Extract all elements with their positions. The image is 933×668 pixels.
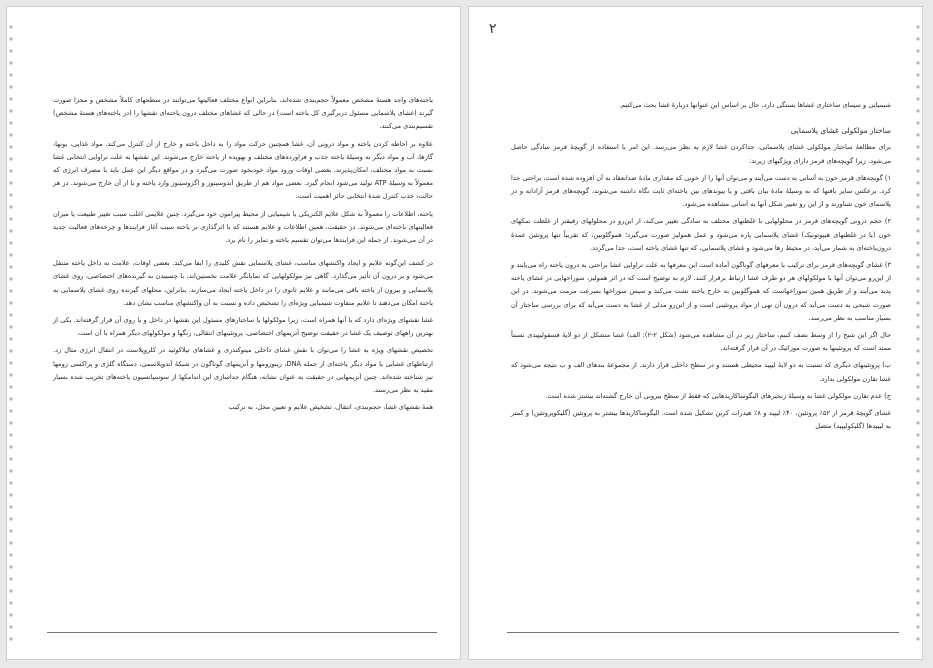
left-page [6, 6, 461, 660]
paragraph: ۱) گویچه‌های قرمز خون به آسانی به دست می‌آیند و می‌توان آنها را از خونی که مقداری مادهٔ ضدانعقاد به آن افزوده شده است، براحتی جدا کرد. برعکس سایر بافتها که به وسیلهٔ مادهٔ بیان باقتی و یا پیوندهای بین یاخته‌ای ثابت نگاه داشته می‌شوند، گویچه‌های قرمز آزادانه و در پلاسمای خون شناورند و از این رو تغییر شکل آنها به آسانی مشاهده می‌شود. [510, 173, 891, 209]
paragraph: یاخته، اطلاعات را معمولاً به شکل علایم الکتریکی یا شیمیایی از محیط پیرامون خود می‌گیرد. چنین علایمی اغلب سبب تغییر طبیعت یا میزان فعالیتهای یاخته‌ای می‌شوند. در حقیقت، همین اطلاعات و علایم هستند که با اثرگذاری بر یاخته سبب آغاز فرایندها و چرخه‌های فعالیت جدید در آن می‌شوند. از جمله این فرایندها می‌توان تقسیم یاخته و تمایز را نام برد. [53, 209, 433, 245]
paragraph: همهٔ نقشهای غشا، حجم‌بندی، انتقال، تشخیص علایم و تعیین محل، به ترکیب [228, 403, 433, 412]
section-heading: ساختار مولکولی غشای پلاسمایی [790, 126, 891, 136]
paragraph: غشای گویچهٔ قرمز از ۵۲٪ پروتئین، ۴۰٪ لیپید و ۸٪ هیدرات کربن تشکیل شده است. الیگوساکاریدها بیشتر به پروتئین (گلیکوپروتئین) و کمتر به لیپیدها (گلیکولیپید) متصل [511, 409, 891, 431]
binding-holes [914, 21, 922, 645]
paragraph: ب) پروتئینهای دیگری که نسبت به دو لایهٔ لیپید محیطی هستند و در سطح داخلی قرار دارند. از مجموعهٔ بندهای الف و ب نتیجه می‌شود که غشا تقارن مولکولی ندارد. [511, 361, 891, 383]
paragraph: حال اگر این شبح را از وسط نصف کنیم، ساختار زیر در آن مشاهده می‌شود (شکل ۲-۲): الف) غشا متشکل از دو لایهٔ فسفولیپیدی نسبتاً ممتد است که پروتئینها به صورت موزائیک در آن قرار گرفته‌اند. [511, 331, 891, 353]
footer-rule [507, 632, 899, 633]
left-page-body [53, 94, 433, 418]
paragraph: ۲) حجم درونی گویچه‌های قرمز در محلولهایی با غلظتهای مختلف به سادگی تغییر می‌کند، از این‌رو در محلولهای رقیقتر از غلظت نمکهای خون (یا در غلظتهای هیپوتونیک) غشای پلاسمایی پاره می‌شود و عمل همولیز صورت می‌گیرد؛ هموگلوبین، که تقریباً تنها پروتئین عمدهٔ درون‌یاخته‌ای به شمار می‌آید، در محیط رها می‌شود و غشای پلاسمایی، که تنها غشای یاخته است، جدا می‌گردد. [511, 217, 891, 252]
paragraph: یاخته‌های واجد هستهٔ مشخص معمولاً حجم‌بندی شده‌اند، بنابراین انواع مختلف فعالیتها می‌توانند در سطحهای کاملاً مشخص و مجزا صورت گیرند (غشای پلاسمایی مسئول دربرگیری کل یاخته است) در حالی که غشاهای مختلف درون یاخته‌ای نقشها را (در یاخته‌های هستهٔ مشخص) تقسیم‌بندی می‌کنند. [53, 96, 433, 131]
paragraph: شیمیایی و سیمای ساختاری غشاها بستگی دارد. حال بر اساس این عنوانها دربارهٔ غشا بحث می‌کنیم. [618, 101, 891, 109]
paragraph: برای مطالعهٔ ساختار مولکولی غشای پلاسمایی، جداکردن غشا لازم به نظر می‌رسد. این امر با استفاده از گویچهٔ قرمز سادگی حاصل می‌شود، زیرا گویچه‌های قرمز دارای ویژگیهای زیرند: [511, 143, 891, 165]
paragraph: علاوه بر احاطه کردن یاخته و مواد درونی آن، غشا همچنین حرکت مواد را به داخل یاخته و خارج از آن کنترل می‌کند. مواد غذایی، یونها، گازها، آب و مواد دیگر به وسیلهٔ یاخته جذب و فراورده‌های مختلف و بهویده از یاخته خارج می‌شوند. این نقشها به علت تراوایی انتخابی غشا نسبت به مواد مختلف، امکان‌پذیرند. بعضی اوقات ورود مواد خودبخود صورت می‌گیرد و در مواقع دیگر این عمل باید با مصرف انرژی که معمولاً به وسیلهٔ ATP تولید می‌شود انجام گیرد. بعضی مواد هم از طریق آندوسیتوز و اگزوسیتوز وارد یاخته و یا از آن خارج می‌شوند. در هر حالت، جذب کنترل شدهٔ انتخابی حائز اهمیت است. [53, 139, 433, 201]
right-page [468, 6, 923, 660]
paragraph: غشا نقشهای ویژه‌ای دارد که با آنها همراه است، زیرا مولکولها یا ساختارهای مسئول این نقشها در داخل و یا روی آن قرار گرفته‌اند. یکی از بهترین راههای توصیف یک غشا در حقیقت توضیح آنزیمهای اختصاصی، پروتئینهای انتقالی، رنگها و مولکولهای دیگر همراه با آن است. [53, 316, 433, 338]
right-page-body [511, 99, 891, 437]
footer-rule [47, 632, 437, 633]
paragraph: در کشف این‌گونه علایم و ایجاد واکنشهای مناسب، غشای پلاسمایی نقش کلیدی را ایفا می‌کند. بعضی اوقات، علامت به داخل یاخته منتقل می‌شود و بر درون آن تأثیر می‌گذارد. گاهی نیز مولکولهایی که نمایانگر علامت نخستین‌اند، با چسبیدن به گیرنده‌های اختصاصی، روی غشای پلاسمایی و بیرون از یاخته باقی می‌مانند و علایم ثانوی را در داخل یاخته ایجاد می‌سازند. بنابراین، محلهای گیرنده روی غشای پلاسمایی به یاخته امکان می‌دهند تا علایم متفاوت شیمیایی ویژه‌ای را تشخیص داده و نسبت به آن واکنشهای مناسب نشان دهد. [53, 259, 433, 307]
paragraph: تخصیص نقشهای ویژه به غشا را می‌توان با نقش غشای داخلی میتوکندری و غشاهای تیلاکوئید در کلروپلاست در انتقال انرژی مثال زد. ارتباطهای غشایی با مواد دیگر یاخته‌ای از جمله DNA، ریبوزومها و آنزیمهای گوناگون در شبکهٔ آندوپلاسمی، دستگاه گلژی و پراکسی زومها نیز شناخته شده‌اند. چنین آنزیمهایی در حقیقت به عنوان نشانه، هنگام جداسازی این اندامکها از سوسپانسیون یاخته‌های تخریب شده بسیار مفید به نظر می‌رسند. [53, 346, 433, 395]
paragraph: ۳) غشای گویچه‌های قرمز برای ترکیب با معرفهای گوناگون آماده است این معرفها به علت تراوایی غشا براحتی به درون یاخته راه می‌یابند و از این‌رو می‌توان آنها با مولکولهای هر دو طرف غشا ارتباط برقرار کنند. لازم به توضیح است که در اثر همولیز، سوراخهایی در غشای یاخته پدید می‌آیند و از طریق همین سوراخهاست که هموگلوبین به خارج یاخته نشت می‌کند و سپس سوراخها بسرعت مرمت می‌شوند. در این صورت شبحی به دست می‌آید که درون آن تهی از مواد پروتئینی است و از این‌رو مدلی از غشا به دست می‌آید که برای بررسی ساختار آن بسیار مناسب به نظر می‌رسد. [511, 261, 891, 322]
page-number: ۲ [489, 21, 497, 37]
paragraph: ج) عدم تقارن مولکولی غشا به وسیلهٔ زنجیرهای الیگوساکاریدهایی که فقط از سطح بیرونی آن خارج گشته‌اند بیشتر شده است. [545, 391, 891, 400]
binding-holes [7, 21, 15, 645]
